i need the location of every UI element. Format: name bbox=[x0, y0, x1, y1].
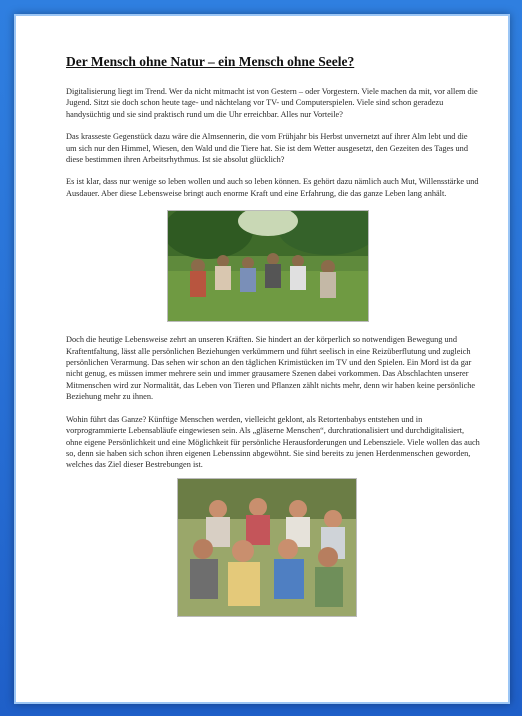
group-in-garden-photo bbox=[167, 210, 369, 322]
document-page bbox=[14, 14, 510, 704]
group-seated-photo bbox=[177, 478, 357, 617]
paragraph-2: Das krasseste Gegenstück dazu wäre die Almsennerin, die vom Frühjahr bis Herbst unvernetzt auf ihrer Alm lebt und die um sich nur den Himmel, Wiesen, den Wald und die Tiere hat. Sie ist dem Wetter ausgesetzt, den Gezeiten des Tages und diese bestimmen ihren Arbeitsrhythmus. Ist sie absolut glücklich? bbox=[66, 132, 468, 165]
article bbox=[54, 54, 480, 617]
paragraph-4: Doch die heutige Lebensweise zehrt an unseren Kräften. Sie hindert an der körperlich so notwendigen Bewegung und Kraftentfaltung, lässt alle persönlichen Beziehungen verkümmern und führt seelisch in eine Reizüberflutung und zugleich persönlichen Verarmung. Das sehen wir schon an den täglichen Krimistücken im TV und den Spielen. Ein Mord ist da gar nicht genug, es müssen immer mehrere sein und immer grausamere Szenen dabei vorkommen. Das Abschlachten unserer Mitmenschen wird zur Normalität, das Leben von Tieren und Pflanzen zählt nichts mehr, denn wir haben keine persönliche Beziehung mehr zu ihnen. bbox=[66, 335, 476, 402]
article-title: Der Mensch ohne Natur – ein Mensch ohne Seele? bbox=[66, 54, 355, 69]
paragraph-5: Wohin führt das Ganze? Künftige Menschen werden, vielleicht geklont, als Retortenbabys entstehen und in vorprogrammierte Lebensabläufe eingewiesen sein. Als „gläserne Menschen“, durchrationalisiert und durchdigitalisiert, ohne eigene Persönlichkeit und eine Möglichkeit für persönliche Herausforderungen und Lebensziele. Viele wollen das auch so, denn sie haben sich schon ihren eigenen Lebenssinn abgewöhnt. Sie sind bereits zu jenen Herdenmenschen geworden, welches das Ziel dieser Bestrebungen ist. bbox=[66, 414, 480, 470]
paragraph-3: Es ist klar, dass nur wenige so leben wollen und auch so leben können. Es gehört dazu nämlich auch Mut, Willensstärke und Ausdauer. Aber diese Lebensweise bringt auch enorme Kraft und eine Erfahrung, die das ganze Leben lang anhält. bbox=[66, 177, 479, 198]
paragraph-1: Digitalisierung liegt im Trend. Wer da nicht mitmacht ist von Gestern – oder Vorgestern. Viele machen da mit, vor allem die Jugend. Sitzt sie doch schon heute tage- und nächtelang vor TV- und Computerspielen. Viele sind schon geradezu handysüchtig und sie sind praktisch rund um die Uhr erreichbar. Alles nur Vorteile? bbox=[66, 87, 478, 119]
